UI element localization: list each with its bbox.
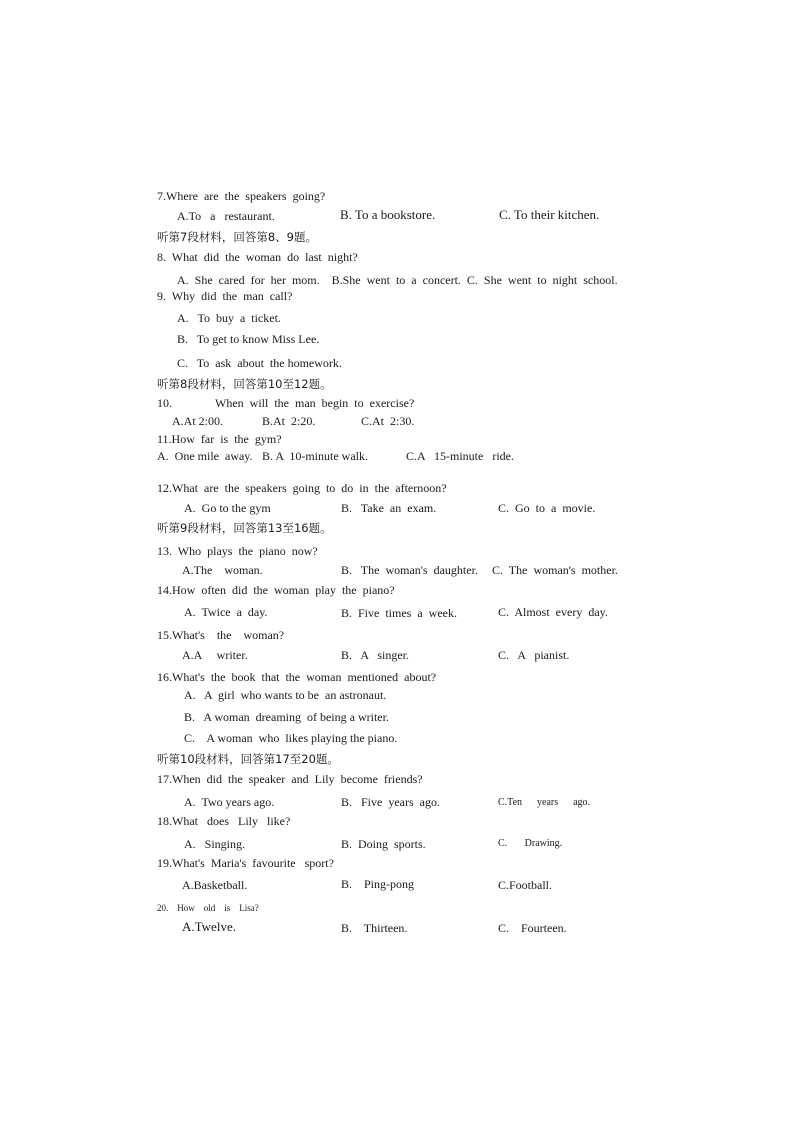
q11-option-c: C.A 15-minute ride.	[406, 449, 514, 463]
q10-option-a: A.At 2:00.	[172, 414, 223, 428]
q10-option-c: C.At 2:30.	[361, 414, 415, 428]
q7-option-c: C. To their kitchen.	[499, 207, 600, 222]
section-7-heading: 听第7段材料，回答第8、9题。	[157, 230, 317, 244]
q12-question: 12.What are the speakers going to do in the afternoon?	[157, 481, 447, 495]
q18-option-b: B. Doing sports.	[341, 837, 426, 851]
q9-question: 9. Why did the man call?	[157, 289, 293, 303]
q20-option-b: B. Thirteen.	[341, 921, 408, 935]
q9-option-a: A. To buy a ticket.	[177, 311, 281, 325]
q18-option-a: A. Singing.	[184, 837, 246, 851]
q13-option-c: C. The woman's mother.	[492, 563, 618, 577]
q13-option-a: A.The woman.	[182, 563, 263, 577]
q18-question: 18.What does Lily like?	[157, 814, 291, 828]
q11-question: 11.How far is the gym?	[157, 432, 282, 446]
q10-option-b: B.At 2:20.	[262, 414, 316, 428]
q13-question: 13. Who plays the piano now?	[157, 544, 318, 558]
q11-option-b: B. A 10-minute walk.	[262, 449, 368, 463]
q7-question: 7.Where are the speakers going?	[157, 189, 326, 203]
q7-option-a: A.To a restaurant.	[177, 209, 275, 223]
q12-option-c: C. Go to a movie.	[498, 501, 596, 515]
q12-option-b: B. Take an exam.	[341, 501, 437, 515]
q15-question: 15.What's the woman?	[157, 628, 285, 642]
q8-question: 8. What did the woman do last night?	[157, 250, 358, 264]
q11-option-a: A. One mile away.	[157, 449, 253, 463]
q15-option-a: A.A writer.	[182, 648, 248, 662]
q15-option-b: B. A singer.	[341, 648, 410, 662]
q15-option-c: C. A pianist.	[498, 648, 570, 662]
q14-question: 14.How often did the woman play the piano?	[157, 583, 395, 597]
q19-option-c: C.Football.	[498, 878, 553, 892]
q17-question: 17.When did the speaker and Lily become friends?	[157, 772, 423, 786]
q9-option-b: B. To get to know Miss Lee.	[177, 332, 320, 346]
q20-option-a: A.Twelve.	[182, 919, 236, 934]
q18-option-c: C. Drawing.	[498, 838, 563, 849]
q19-option-b: B. Ping-pong	[341, 877, 415, 891]
section-10-heading: 听第10段材料，回答第17至20题。	[157, 752, 339, 766]
section-8-heading: 听第8段材料，回答第10至12题。	[157, 377, 332, 391]
q14-option-a: A. Twice a day.	[184, 605, 268, 619]
q16-option-b: B. A woman dreaming of being a writer.	[184, 710, 389, 724]
q17-option-c: C.Ten years ago.	[498, 797, 591, 808]
q12-option-a: A. Go to the gym	[184, 501, 271, 515]
q10-number: 10.	[157, 396, 172, 410]
q13-option-b: B. The woman's daughter.	[341, 563, 478, 577]
q14-option-c: C. Almost every day.	[498, 605, 608, 619]
q16-question: 16.What's the book that the woman mentioned about?	[157, 670, 437, 684]
q17-option-b: B. Five years ago.	[341, 795, 440, 809]
q16-option-a: A. A girl who wants to be an astronaut.	[184, 688, 387, 702]
q19-question: 19.What's Maria's favourite sport?	[157, 856, 334, 870]
q20-option-c: C. Fourteen.	[498, 921, 567, 935]
q20-question: 20. How old is Lisa?	[157, 903, 259, 913]
q14-option-b: B. Five times a week.	[341, 606, 457, 620]
q10-question: When will the man begin to exercise?	[215, 396, 415, 410]
q9-option-c: C. To ask about the homework.	[177, 356, 342, 370]
q17-option-a: A. Two years ago.	[184, 795, 275, 809]
q16-option-c: C. A woman who likes playing the piano.	[184, 731, 398, 745]
q7-option-b: B. To a bookstore.	[340, 207, 436, 222]
section-9-heading: 听第9段材料，回答第13至16题。	[157, 521, 332, 535]
q19-option-a: A.Basketball.	[182, 878, 248, 892]
q8-options: A. She cared for her mom. B.She went to a concert. C. She went to night school.	[177, 273, 618, 287]
